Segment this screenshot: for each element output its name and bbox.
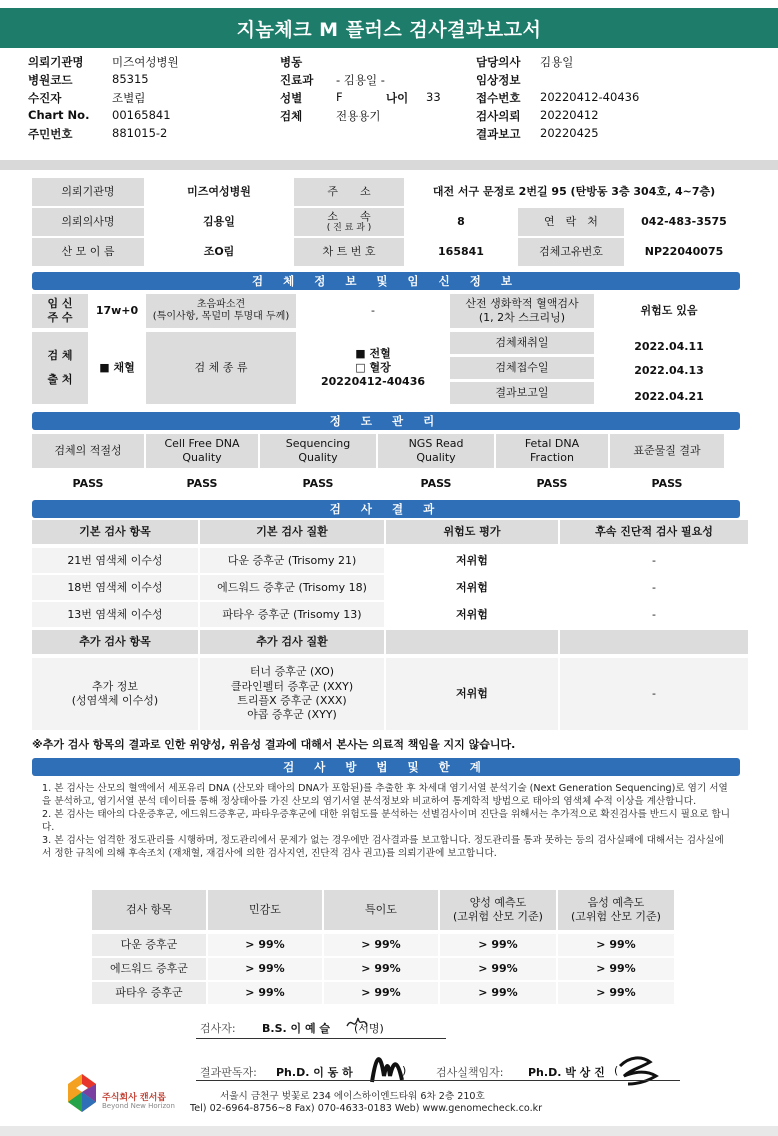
methods-text bbox=[42, 782, 732, 860]
add-risk: 저위험 bbox=[386, 658, 558, 730]
ultrasound-value: - bbox=[298, 294, 448, 328]
perf-cell: > 99% bbox=[324, 982, 438, 1004]
qc-value: PASS bbox=[260, 472, 376, 496]
specimen-type-id: 20220412-40436 bbox=[320, 374, 426, 388]
qc-table bbox=[32, 434, 742, 496]
screening-value: 위험도 있음 bbox=[596, 294, 742, 328]
add-item: 추가 정보 (성염색체 이수성) bbox=[32, 658, 198, 730]
tester-name: B.S. 이 예 슬 bbox=[262, 1022, 331, 1035]
header-row bbox=[28, 72, 758, 90]
perf-cell: > 99% bbox=[440, 934, 556, 956]
header-label: 병동 bbox=[280, 55, 303, 69]
performance-table bbox=[92, 890, 680, 1002]
header-divider bbox=[0, 160, 778, 170]
origin-label: 검 체 출 처 bbox=[32, 332, 88, 404]
header-label: 수진자 bbox=[28, 91, 62, 105]
qc-value: PASS bbox=[496, 472, 608, 496]
header-value: 33 bbox=[426, 90, 441, 104]
tel-value: 042-483-3575 bbox=[626, 208, 742, 236]
collect-value: 2022.04.11 bbox=[596, 336, 742, 358]
pregnancy-table bbox=[32, 294, 742, 406]
results-cell: 저위험 bbox=[386, 548, 558, 573]
results-header: 후속 진단적 검사 필요성 bbox=[560, 520, 748, 544]
doctor-label: 의뢰의사명 bbox=[32, 208, 144, 236]
header-row bbox=[28, 108, 758, 126]
lead-open: ( bbox=[614, 1064, 619, 1077]
header-label: 담당의사 bbox=[476, 55, 521, 69]
qc-value: PASS bbox=[146, 472, 258, 496]
company-logo-icon bbox=[64, 1072, 100, 1116]
header-value: 미즈여성병원 bbox=[112, 55, 179, 69]
qc-value: PASS bbox=[378, 472, 494, 496]
header-value: 20220412-40436 bbox=[540, 90, 640, 104]
report-value: 2022.04.21 bbox=[596, 386, 742, 408]
addr-label: 주 소 bbox=[294, 178, 404, 206]
add-header-empty bbox=[560, 630, 748, 654]
results-cell: - bbox=[560, 602, 748, 627]
specimen-id-value: NP22040075 bbox=[626, 238, 742, 266]
signature-line bbox=[196, 1080, 680, 1081]
screening-label: 산전 생화학적 혈액검사 (1, 2차 스크리닝) bbox=[450, 294, 594, 328]
chart-label: 차 트 번 호 bbox=[294, 238, 404, 266]
header-value: 85315 bbox=[112, 72, 149, 86]
perf-cell: > 99% bbox=[440, 982, 556, 1004]
add-disease: 터너 증후군 (XO) 클라인펠터 증후군 (XXY) 트리플X 증후군 (XXX) 야콥 증후군 (XYY) bbox=[200, 658, 384, 730]
header-label: 주민번호 bbox=[28, 127, 73, 141]
receive-label: 검체접수일 bbox=[450, 357, 594, 379]
header-value: 20220412 bbox=[540, 108, 599, 122]
company-name: 주식회사 캔서롭 bbox=[102, 1093, 166, 1103]
perf-cell: 에드워드 증후군 bbox=[92, 958, 206, 980]
perf-cell: 파타우 증후군 bbox=[92, 982, 206, 1004]
addr-value: 대전 서구 문정로 2번길 95 (탄방동 3층 304호, 4~7층) bbox=[406, 178, 742, 206]
results-table bbox=[32, 520, 742, 732]
add-header: 추가 검사 항목 bbox=[32, 630, 198, 654]
company-slogan: Beyond New Horizon bbox=[102, 1102, 175, 1110]
dept-value: 8 bbox=[406, 208, 516, 236]
tester-label: 검사자: bbox=[200, 1022, 236, 1035]
header-label: Chart No. bbox=[28, 108, 90, 122]
qc-header: NGS Read Quality bbox=[378, 434, 494, 468]
perf-header: 양성 예측도 (고위험 산모 기준) bbox=[440, 890, 556, 930]
chart-value: 165841 bbox=[406, 238, 516, 266]
request-info-table bbox=[32, 176, 742, 268]
specimen-type-label: 검 체 종 류 bbox=[146, 332, 296, 404]
perf-cell: > 99% bbox=[208, 934, 322, 956]
perf-cell: > 99% bbox=[208, 958, 322, 980]
results-header: 기본 검사 항목 bbox=[32, 520, 198, 544]
mother-value: 조O림 bbox=[146, 238, 292, 266]
mother-label: 산 모 이 름 bbox=[32, 238, 144, 266]
results-cell: 다운 증후군 (Trisomy 21) bbox=[200, 548, 384, 573]
reviewer-name: Ph.D. 이 동 하 bbox=[276, 1066, 353, 1079]
report-label: 결과보고일 bbox=[450, 382, 594, 404]
header-value: - 김용일 - bbox=[336, 73, 385, 87]
results-cell: 21번 염색체 이수성 bbox=[32, 548, 198, 573]
section-results: 검 사 결 과 bbox=[32, 500, 740, 518]
header-value: 김용일 bbox=[540, 55, 574, 69]
lead-label: 검사실책임자: bbox=[436, 1066, 504, 1079]
header-label: 검체 bbox=[280, 109, 303, 123]
qc-header: Fetal DNA Fraction bbox=[496, 434, 608, 468]
header-row bbox=[28, 90, 758, 108]
header-label: 성별 bbox=[280, 91, 303, 105]
results-cell: 파타우 증후군 (Trisomy 13) bbox=[200, 602, 384, 627]
receive-value: 2022.04.13 bbox=[596, 360, 742, 382]
week-label: 임 신 주 수 bbox=[32, 294, 88, 328]
company-address: 서울시 금천구 벚꽃로 234 에이스하이엔드타워 6차 2층 210호 bbox=[220, 1091, 485, 1102]
specimen-id-label: 검체고유번호 bbox=[518, 238, 624, 266]
lead-name: Ph.D. 박 상 진 bbox=[528, 1066, 605, 1079]
doctor-value: 김용일 bbox=[146, 208, 292, 236]
perf-cell: > 99% bbox=[208, 982, 322, 1004]
perf-cell: > 99% bbox=[558, 958, 674, 980]
qc-header: Sequencing Quality bbox=[260, 434, 376, 468]
add-follow: - bbox=[560, 658, 748, 730]
qc-header: 표준물질 결과 bbox=[610, 434, 724, 468]
specimen-type-value bbox=[298, 332, 448, 404]
origin-value: ■ 채혈 bbox=[90, 332, 144, 404]
header-label: 의뢰기관명 bbox=[28, 55, 84, 69]
qc-header: 검체의 적절성 bbox=[32, 434, 144, 468]
perf-cell: 다운 증후군 bbox=[92, 934, 206, 956]
method-item: 3. 본 검사는 엄격한 정도관리를 시행하며, 정도관리에서 문제가 없는 경우에만 검사결과를 보고합니다. 정도관리를 통과 못하는 등의 검사실패에 대해서는 검사실에서 정한 규칙에 의해 후속조치 (재채혈, 재검사에 의한 검사지연, 진단적 검사 권고)를 의뢰기관에 보고합니다. bbox=[42, 835, 724, 859]
perf-cell: > 99% bbox=[558, 982, 674, 1004]
report-title: 지놈체크 M 플러스 검사결과보고서 bbox=[0, 8, 778, 48]
org-label: 의뢰기관명 bbox=[32, 178, 144, 206]
header-label: 진료과 bbox=[280, 73, 314, 87]
results-cell: 저위험 bbox=[386, 602, 558, 627]
header-label: 나이 bbox=[386, 91, 409, 105]
results-cell: 저위험 bbox=[386, 575, 558, 600]
perf-cell: > 99% bbox=[324, 934, 438, 956]
perf-header: 민감도 bbox=[208, 890, 322, 930]
week-value: 17w+0 bbox=[90, 294, 144, 328]
results-cell: 18번 염색체 이수성 bbox=[32, 575, 198, 600]
org-value: 미즈여성병원 bbox=[146, 178, 292, 206]
tester-sign-text: (서명) bbox=[354, 1022, 384, 1035]
lead-signature bbox=[616, 1050, 660, 1088]
collect-label: 검체채취일 bbox=[450, 332, 594, 354]
tel-label: 연 락 처 bbox=[518, 208, 624, 236]
header-label: 병원코드 bbox=[28, 73, 73, 87]
perf-header: 음성 예측도 (고위험 산모 기준) bbox=[558, 890, 674, 930]
whole-blood-option: ■ 전혈 bbox=[355, 347, 391, 361]
perf-cell: > 99% bbox=[440, 958, 556, 980]
header-value: 조별림 bbox=[112, 91, 146, 105]
add-header: 추가 검사 질환 bbox=[200, 630, 384, 654]
plasma-option: □ 혈장 bbox=[355, 361, 391, 375]
dept-label: 소 속 ( 진 료 과 ) bbox=[294, 208, 404, 236]
perf-cell: > 99% bbox=[558, 934, 674, 956]
qc-value: PASS bbox=[32, 472, 144, 496]
results-header: 위험도 평가 bbox=[386, 520, 558, 544]
ultrasound-label: 초음파소견 (특이사항, 목덜미 투명대 두께) bbox=[146, 294, 296, 328]
perf-cell: > 99% bbox=[324, 958, 438, 980]
results-cell: - bbox=[560, 548, 748, 573]
qc-header: Cell Free DNA Quality bbox=[146, 434, 258, 468]
method-item: 1. 본 검사는 산모의 혈액에서 세포유리 DNA (산모와 태아의 DNA가 포함된)를 추출한 후 차세대 염기서열 분석기술 (Next Generation Sequencing)로 염기 서열을 분석하고, 염기서열 분석 데이터를 통해 정상태아를 가진 산모의 염기서열 분석정보와 비교하여 통계학적 방법으로 태아의 염색체 수적 이상을 계산합니다. bbox=[42, 783, 728, 807]
tester-line bbox=[196, 1038, 446, 1039]
results-cell: 에드워드 증후군 (Trisomy 18) bbox=[200, 575, 384, 600]
perf-header: 검사 항목 bbox=[92, 890, 206, 930]
section-quality-control: 정 도 관 리 bbox=[32, 412, 740, 430]
reviewer-label: 결과판독자: bbox=[200, 1066, 257, 1079]
header-value: F bbox=[336, 90, 343, 104]
tester-signature bbox=[344, 1012, 370, 1036]
results-cell: 13번 염색체 이수성 bbox=[32, 602, 198, 627]
perf-header: 특이도 bbox=[324, 890, 438, 930]
header-row bbox=[28, 126, 758, 144]
header-value: 00165841 bbox=[112, 108, 171, 122]
header-value: 전용용기 bbox=[336, 109, 381, 123]
qc-value: PASS bbox=[610, 472, 724, 496]
disclaimer-note: ※추가 검사 항목의 결과로 인한 위양성, 위음성 결과에 대해서 본사는 의료적 책임을 지지 않습니다. bbox=[32, 738, 516, 751]
section-specimen-pregnancy: 검 체 정 보 및 임 신 정 보 bbox=[32, 272, 740, 290]
header-label: 결과보고 bbox=[476, 127, 521, 141]
section-methods: 검 사 방 법 및 한 계 bbox=[32, 758, 740, 776]
header-label: 접수번호 bbox=[476, 91, 521, 105]
add-header-empty bbox=[386, 630, 558, 654]
reviewer-close: ) bbox=[402, 1064, 407, 1077]
header-label: 임상정보 bbox=[476, 73, 521, 87]
results-cell: - bbox=[560, 575, 748, 600]
header-value: 20220425 bbox=[540, 126, 599, 140]
bottom-bar bbox=[0, 1126, 778, 1136]
header-row bbox=[28, 54, 758, 72]
company-contact: Tel) 02-6964-8756~8 Fax) 070-4633-0183 Web) www.genomecheck.co.kr bbox=[190, 1103, 543, 1114]
method-item: 2. 본 검사는 태아의 다운증후군, 에드워드증후군, 파타우증후군에 대한 위험도를 분석하는 선별검사이며 진단을 위해서는 추가적으로 확진검사를 반드시 필요로 합니다. bbox=[42, 809, 731, 833]
header-label: 검사의뢰 bbox=[476, 109, 521, 123]
results-header: 기본 검사 질환 bbox=[200, 520, 384, 544]
header-value: 881015-2 bbox=[112, 126, 168, 140]
